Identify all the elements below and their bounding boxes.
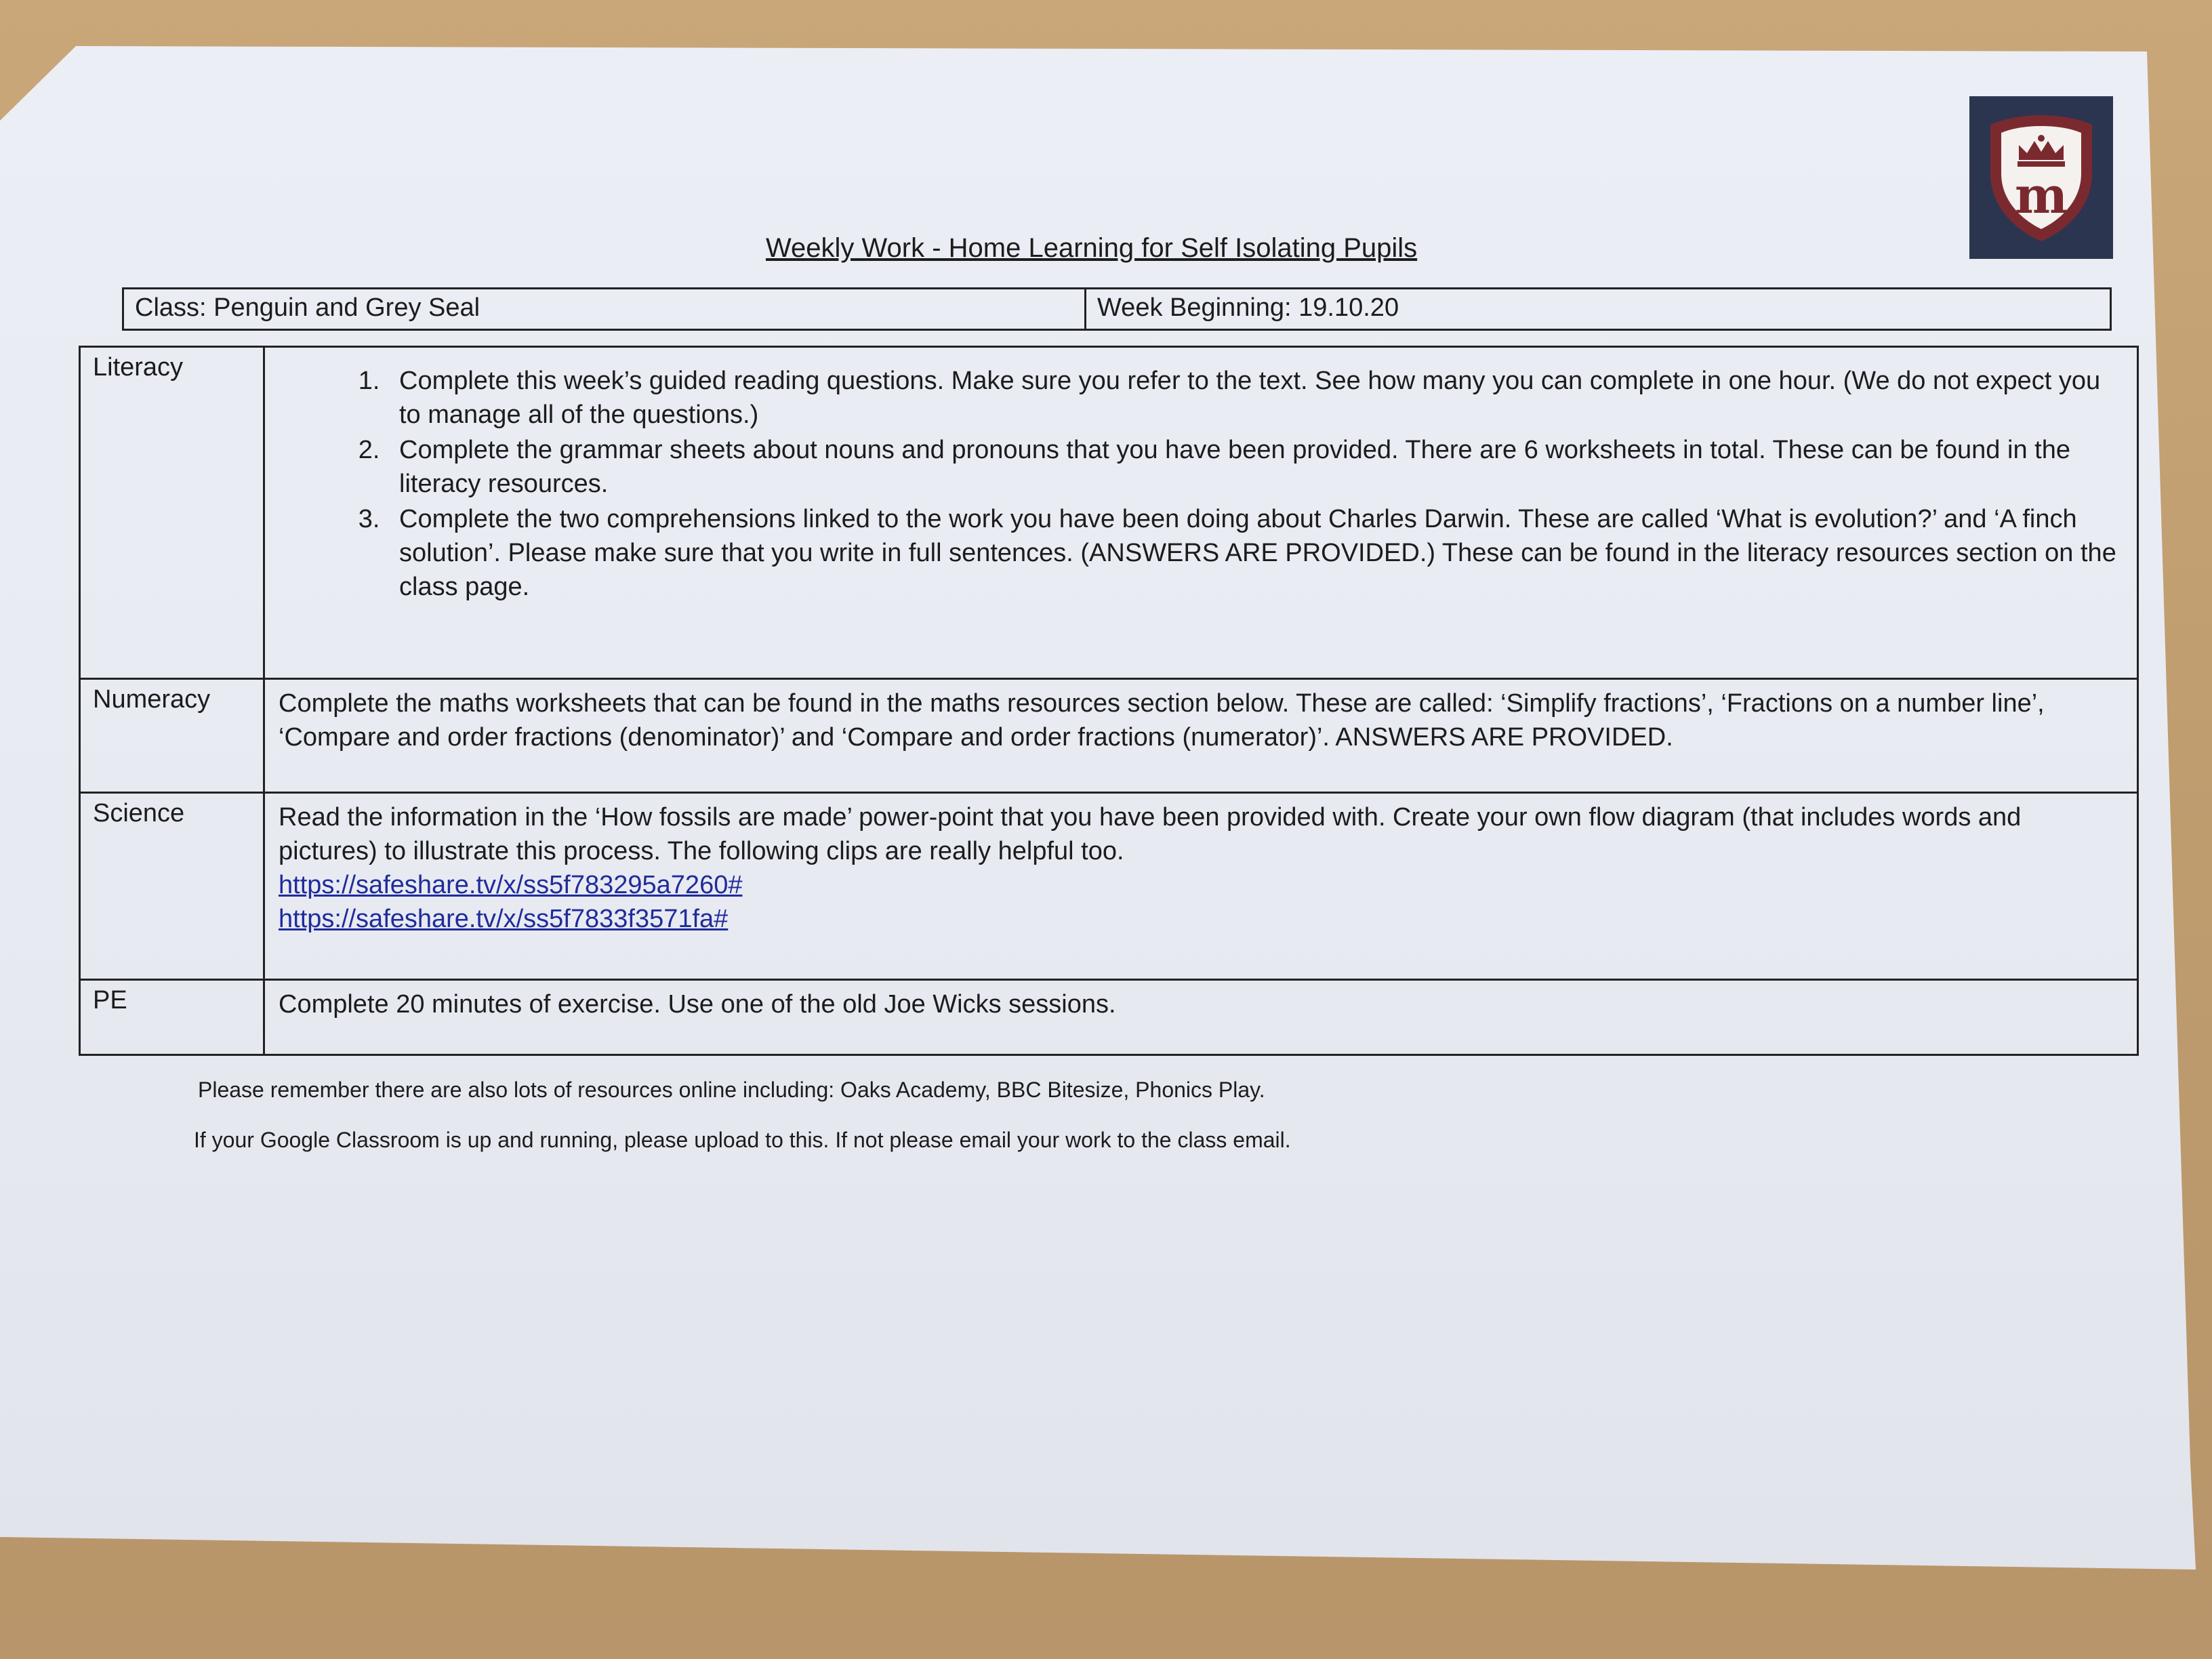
upload-note: If your Google Classroom is up and running, please upload to this. If not please email your work to the class email. (194, 1128, 1291, 1152)
list-item: 2. Complete the grammar sheets about nouns and pronouns that you have been provided. There are 6 worksheets in total. These can be found in the literacy resources. (387, 433, 2123, 501)
svg-text:m: m (2014, 167, 2068, 225)
subject-label: PE (81, 981, 265, 1054)
science-content (265, 794, 2137, 979)
numeracy-row (81, 680, 2137, 794)
subject-label: Science (81, 794, 265, 979)
numeracy-content: Complete the maths worksheets that can be found in the maths resources section below. These are called: ‘Simplify fractions’, ‘Fractions on a number line’, ‘Compare and order fractions (denominator)’ and ‘Compare and order fractions (numerator)’. ANSWERS ARE PROVIDED. (279, 689, 2045, 752)
school-crest-icon (1984, 111, 2099, 244)
pe-row (81, 981, 2137, 1054)
subject-label: Literacy (81, 348, 265, 678)
science-text: Read the information in the ‘How fossils are made’ power-point that you have been provided with. Create your own flow diagram (that includes words and pictures) to illustrate this process. The following clips are really helpful too. (279, 803, 2022, 865)
literacy-task-list (279, 364, 2123, 604)
subject-label: Numeracy (81, 680, 265, 792)
pe-content: Complete 20 minutes of exercise. Use one of the old Joe Wicks sessions. (279, 990, 1116, 1019)
literacy-row (81, 348, 2137, 680)
resources-note: Please remember there are also lots of resources online including: Oaks Academy, BBC Bitesize, Phonics Play. (198, 1078, 1265, 1102)
video-link[interactable]: https://safeshare.tv/x/ss5f783295a7260# (279, 871, 743, 899)
week-beginning: Week Beginning: 19.10.20 (1097, 293, 1399, 322)
document-title: Weekly Work - Home Learning for Self Isolating Pupils (766, 233, 1418, 263)
list-item: 3. Complete the two comprehensions linked to the work you have been doing about Charles Darwin. These are called ‘What is evolution?’ and ‘A finch solution’. Please make sure that you write in full sentences. (ANSWERS ARE PROVIDED.) These can be found in the literacy resources section on the class page. (387, 502, 2123, 604)
school-logo (1969, 96, 2113, 259)
video-link[interactable]: https://safeshare.tv/x/ss5f7833f3571fa# (279, 905, 729, 933)
list-item: 1. Complete this week’s guided reading questions. Make sure you refer to the text. See how many you can complete in one hour. (We do not expect you to manage all of the questions.) (387, 364, 2123, 432)
literacy-content (265, 348, 2137, 678)
work-table (79, 346, 2139, 1056)
science-row (81, 794, 2137, 981)
class-name: Class: Penguin and Grey Seal (124, 289, 1086, 329)
header-table (122, 287, 2112, 331)
